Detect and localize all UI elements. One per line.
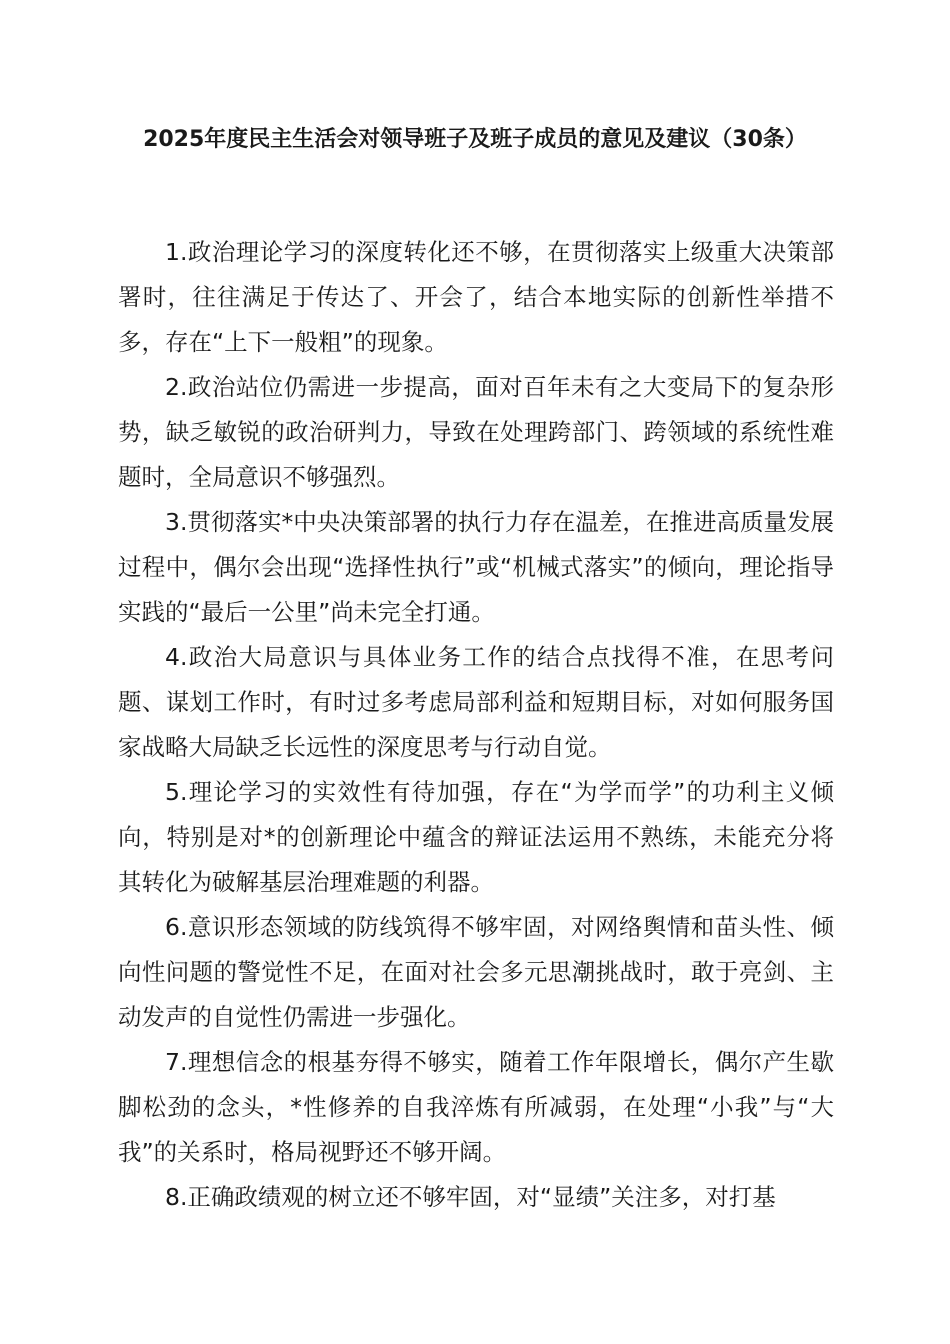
paragraph-1: 1.政治理论学习的深度转化还不够，在贯彻落实上级重大决策部署时，往往满足于传达了、开会了，结合本地实际的创新性举措不多，存在“上下一般粗”的现象。 xyxy=(118,238,834,356)
document-title: 2025年度民主生活会对领导班子及班子成员的意见及建议（30条） xyxy=(143,127,807,152)
paragraph-3: 3.贯彻落实*中央决策部署的执行力存在温差，在推进高质量发展过程中，偶尔会出现“选择性执行”或“机械式落实”的倾向，理论指导实践的“最后一公里”尚未完全打通。 xyxy=(118,508,834,626)
paragraph-6: 6.意识形态领域的防线筑得不够牢固，对网络舆情和苗头性、倾向性问题的警觉性不足，在面对社会多元思潮挑战时，敢于亮剑、主动发声的自觉性仍需进一步强化。 xyxy=(118,913,834,1031)
paragraph-7: 7.理想信念的根基夯得不够实，随着工作年限增长，偶尔产生歇脚松劲的念头，*性修养的自我淬炼有所减弱，在处理“小我”与“大我”的关系时，格局视野还不够开阔。 xyxy=(118,1048,834,1166)
paragraph-4: 4.政治大局意识与具体业务工作的结合点找得不准，在思考问题、谋划工作时，有时过多考虑局部利益和短期目标，对如何服务国家战略大局缺乏长远性的深度思考与行动自觉。 xyxy=(118,643,834,761)
paragraph-2: 2.政治站位仍需进一步提高，面对百年未有之大变局下的复杂形势，缺乏敏锐的政治研判力，导致在处理跨部门、跨领域的系统性难题时，全局意识不够强烈。 xyxy=(118,373,834,491)
paragraph-5: 5.理论学习的实效性有待加强，存在“为学而学”的功利主义倾向，特别是对*的创新理论中蕴含的辩证法运用不熟练，未能充分将其转化为破解基层治理难题的利器。 xyxy=(118,778,834,896)
document-body xyxy=(118,230,834,1220)
paragraph-8: 8.正确政绩观的树立还不够牢固，对“显绩”关注多，对打基 xyxy=(165,1183,776,1211)
